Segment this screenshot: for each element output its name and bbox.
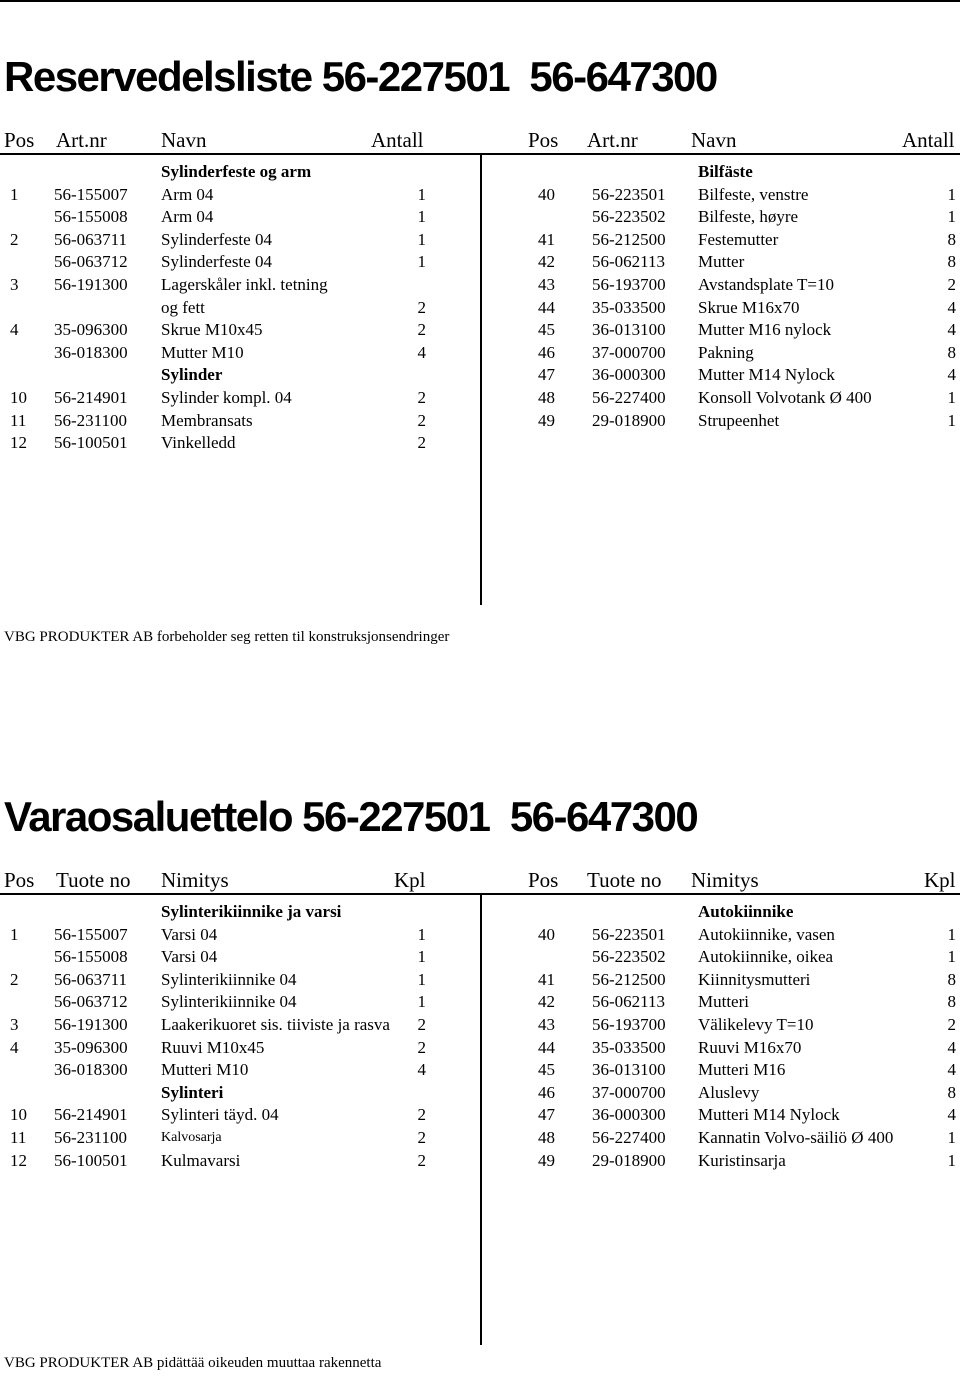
table-row bbox=[538, 1037, 956, 1059]
qty-cell: 4 bbox=[947, 320, 956, 340]
pos-cell: 2 bbox=[10, 229, 19, 249]
table-row bbox=[0, 1127, 426, 1149]
pos-cell: 2 bbox=[10, 969, 19, 989]
qty-cell: 1 bbox=[947, 1128, 956, 1147]
pos-cell: 1 bbox=[10, 184, 19, 204]
table-row bbox=[538, 1104, 956, 1126]
table-row bbox=[0, 387, 426, 409]
name-cell: Mutter bbox=[698, 252, 745, 272]
qty-cell: 2 bbox=[417, 1105, 426, 1125]
name-cell: Kannatin Volvo-säiliö Ø 400 bbox=[698, 1128, 894, 1147]
header-art: Art.nr bbox=[587, 128, 638, 152]
name-cell: Strupeenhet bbox=[698, 410, 780, 430]
footer-note: VBG PRODUKTER AB pidättää oikeuden muuttaa rakennetta bbox=[4, 1355, 382, 1371]
name-cell: Ruuvi M10x45 bbox=[161, 1037, 265, 1057]
qty-cell: 1 bbox=[417, 184, 426, 204]
art-nr-cell: 56-155008 bbox=[54, 207, 128, 227]
pos-cell: 44 bbox=[538, 297, 555, 317]
table-row bbox=[538, 969, 956, 991]
header-qty: Kpl bbox=[924, 868, 956, 892]
art-nr-cell: 56-212500 bbox=[592, 969, 666, 989]
table-row bbox=[538, 1082, 956, 1104]
qty-cell: 2 bbox=[417, 410, 426, 430]
table-row bbox=[0, 206, 426, 228]
art-nr-cell: 56-155007 bbox=[54, 924, 128, 944]
qty-cell: 2 bbox=[417, 297, 426, 317]
name-cell: Kuristinsarja bbox=[698, 1150, 786, 1170]
header-art: Tuote no bbox=[56, 868, 131, 892]
art-nr-cell: 56-191300 bbox=[54, 1015, 128, 1034]
name-cell: Konsoll Volvotank Ø 400 bbox=[698, 388, 872, 407]
name-cell: Sylinterikiinnike 04 bbox=[161, 969, 297, 989]
name-cell: Bilfeste, høyre bbox=[698, 207, 799, 227]
header-pos: Pos bbox=[4, 868, 35, 892]
section-heading: Sylinterikiinnike ja varsi bbox=[161, 902, 342, 921]
name-cell: Mutteri M10 bbox=[161, 1060, 249, 1080]
art-nr-cell: 36-013100 bbox=[592, 1060, 666, 1080]
pos-cell: 1 bbox=[10, 924, 19, 944]
pos-cell: 3 bbox=[10, 1015, 19, 1034]
name-cell: Festemutter bbox=[698, 229, 779, 249]
name-cell: Lagerskåler inkl. tetning bbox=[161, 275, 328, 294]
table-row bbox=[538, 229, 956, 251]
pos-cell: 43 bbox=[538, 275, 555, 294]
art-nr-cell: 36-000300 bbox=[592, 365, 666, 385]
table-row bbox=[538, 410, 956, 432]
qty-cell: 1 bbox=[947, 924, 956, 944]
header-pos: Pos bbox=[528, 128, 559, 152]
qty-cell: 1 bbox=[417, 252, 426, 272]
qty-cell: 1 bbox=[947, 184, 956, 204]
name-cell: Mutter M10 bbox=[161, 342, 244, 362]
pos-cell: 48 bbox=[538, 388, 555, 407]
table-row bbox=[0, 319, 426, 341]
pos-cell: 47 bbox=[538, 365, 555, 385]
table-row bbox=[538, 1127, 956, 1149]
art-nr-cell: 56-193700 bbox=[592, 1015, 666, 1034]
column-divider bbox=[480, 153, 482, 605]
art-nr-cell: 56-063712 bbox=[54, 252, 128, 272]
art-nr-cell: 36-000300 bbox=[592, 1105, 666, 1125]
name-cell: Autokiinnike, oikea bbox=[698, 947, 834, 967]
qty-cell: 2 bbox=[417, 1015, 426, 1034]
art-nr-cell: 56-063711 bbox=[54, 969, 128, 989]
name-cell: Kiinnitysmutteri bbox=[698, 969, 811, 989]
art-nr-cell: 56-223502 bbox=[592, 947, 666, 967]
pos-cell: 47 bbox=[538, 1105, 555, 1125]
qty-cell: 1 bbox=[947, 207, 956, 227]
qty-cell: 1 bbox=[417, 924, 426, 944]
art-nr-cell: 56-193700 bbox=[592, 275, 666, 294]
table-row bbox=[0, 991, 426, 1013]
table-row bbox=[538, 319, 956, 341]
art-nr-cell: 56-100501 bbox=[54, 1150, 128, 1170]
qty-cell: 2 bbox=[417, 388, 426, 407]
qty-cell: 4 bbox=[947, 365, 956, 385]
art-nr-cell: 29-018900 bbox=[592, 1150, 666, 1170]
table-row bbox=[538, 206, 956, 228]
qty-cell: 2 bbox=[417, 433, 426, 453]
name-cell: Vinkelledd bbox=[161, 433, 236, 453]
pos-cell: 46 bbox=[538, 342, 555, 362]
qty-cell: 4 bbox=[417, 342, 426, 362]
name-cell: Mutter M16 nylock bbox=[698, 320, 832, 340]
name-cell: Välikelevy T=10 bbox=[698, 1015, 814, 1034]
name-cell: Pakning bbox=[698, 342, 754, 362]
header-pos: Pos bbox=[528, 868, 559, 892]
top-rule bbox=[0, 0, 960, 2]
table-row bbox=[0, 274, 426, 296]
name-cell: Sylinteri täyd. 04 bbox=[161, 1105, 279, 1125]
art-nr-cell: 35-033500 bbox=[592, 1037, 666, 1057]
table-row bbox=[0, 924, 426, 946]
name-cell: Kalvosarja bbox=[161, 1130, 222, 1145]
qty-cell: 2 bbox=[417, 1150, 426, 1170]
section-heading-row bbox=[538, 161, 956, 183]
section-heading-row bbox=[0, 364, 426, 386]
header-name: Nimitys bbox=[161, 868, 229, 892]
section-heading-row bbox=[0, 901, 426, 923]
qty-cell: 4 bbox=[417, 1060, 426, 1080]
table-row bbox=[0, 432, 426, 454]
table-row bbox=[0, 1059, 426, 1081]
name-cell: Bilfeste, venstre bbox=[698, 184, 809, 204]
art-nr-cell: 56-223501 bbox=[592, 924, 666, 944]
column-divider bbox=[480, 893, 482, 1345]
table-row bbox=[538, 387, 956, 409]
section-heading: Sylinder bbox=[161, 365, 223, 385]
qty-cell: 4 bbox=[947, 1037, 956, 1057]
art-nr-cell: 56-191300 bbox=[54, 275, 128, 294]
qty-cell: 1 bbox=[947, 947, 956, 967]
table-row bbox=[538, 364, 956, 386]
name-cell: Aluslevy bbox=[698, 1082, 760, 1102]
name-cell: Varsi 04 bbox=[161, 947, 218, 967]
qty-cell: 8 bbox=[947, 342, 956, 362]
art-nr-cell: 56-062113 bbox=[592, 252, 666, 272]
table-row bbox=[538, 297, 956, 319]
table-row bbox=[0, 1150, 426, 1172]
table-row bbox=[0, 410, 426, 432]
table-header bbox=[0, 128, 956, 154]
name-cell: Arm 04 bbox=[161, 207, 214, 227]
qty-cell: 1 bbox=[417, 947, 426, 967]
art-nr-cell: 56-062113 bbox=[592, 992, 666, 1012]
table-row bbox=[0, 969, 426, 991]
art-nr-cell: 56-214901 bbox=[54, 1105, 128, 1125]
qty-cell: 2 bbox=[947, 1015, 956, 1034]
table-row bbox=[0, 1037, 426, 1059]
table-row bbox=[538, 274, 956, 296]
section-heading: Sylinteri bbox=[161, 1082, 224, 1102]
pos-cell: 44 bbox=[538, 1037, 555, 1057]
name-cell: Sylinderfeste 04 bbox=[161, 229, 272, 249]
name-cell: Skrue M16x70 bbox=[698, 297, 800, 317]
name-cell: Skrue M10x45 bbox=[161, 320, 263, 340]
pos-cell: 49 bbox=[538, 410, 555, 430]
section-heading: Autokiinnike bbox=[698, 902, 794, 921]
qty-cell: 1 bbox=[947, 388, 956, 407]
name-cell: Avstandsplate T=10 bbox=[698, 275, 834, 294]
pos-cell: 41 bbox=[538, 229, 555, 249]
name-cell: Mutteri M16 bbox=[698, 1060, 786, 1080]
pos-cell: 12 bbox=[10, 1150, 27, 1170]
footer-note: VBG PRODUKTER AB forbeholder seg retten til konstruksjonsendringer bbox=[4, 629, 450, 645]
header-pos: Pos bbox=[4, 128, 35, 152]
header-art: Art.nr bbox=[56, 128, 107, 152]
name-cell: Arm 04 bbox=[161, 184, 214, 204]
name-cell: Ruuvi M16x70 bbox=[698, 1037, 802, 1057]
table-row bbox=[0, 251, 426, 273]
qty-cell: 4 bbox=[947, 1105, 956, 1125]
art-nr-cell: 29-018900 bbox=[592, 410, 666, 430]
art-nr-cell: 56-063711 bbox=[54, 229, 128, 249]
pos-cell: 10 bbox=[10, 1105, 27, 1125]
art-nr-cell: 37-000700 bbox=[592, 342, 666, 362]
header-art: Tuote no bbox=[587, 868, 662, 892]
pos-cell: 42 bbox=[538, 992, 555, 1012]
name-cell: Sylinterikiinnike 04 bbox=[161, 992, 297, 1012]
qty-cell: 8 bbox=[947, 992, 956, 1012]
art-nr-cell: 35-096300 bbox=[54, 1037, 128, 1057]
table-row bbox=[538, 1059, 956, 1081]
table-row bbox=[538, 1150, 956, 1172]
name-cell: Sylinderfeste 04 bbox=[161, 252, 272, 272]
qty-cell: 1 bbox=[417, 992, 426, 1012]
qty-cell: 1 bbox=[947, 1150, 956, 1170]
art-nr-cell: 37-000700 bbox=[592, 1082, 666, 1102]
table-row bbox=[0, 946, 426, 968]
header-qty: Antall bbox=[902, 128, 955, 152]
pos-cell: 45 bbox=[538, 1060, 555, 1080]
header-name: Nimitys bbox=[691, 868, 759, 892]
pos-cell: 4 bbox=[10, 320, 19, 340]
section-heading: Sylinderfeste og arm bbox=[161, 162, 312, 181]
table-row bbox=[538, 251, 956, 273]
name-cell: Mutter M14 Nylock bbox=[698, 365, 835, 385]
art-nr-cell: 56-155007 bbox=[54, 184, 128, 204]
table-row bbox=[538, 991, 956, 1013]
art-nr-cell: 56-063712 bbox=[54, 992, 128, 1012]
art-nr-cell: 56-231100 bbox=[54, 1128, 128, 1147]
art-nr-cell: 56-231100 bbox=[54, 410, 128, 430]
pos-cell: 3 bbox=[10, 275, 19, 294]
qty-cell: 1 bbox=[417, 207, 426, 227]
pos-cell: 10 bbox=[10, 388, 27, 407]
pos-cell: 48 bbox=[538, 1128, 555, 1147]
pos-cell: 49 bbox=[538, 1150, 555, 1170]
name-cell: Mutteri M14 Nylock bbox=[698, 1105, 840, 1125]
section-heading-row bbox=[0, 161, 426, 183]
pos-cell: 11 bbox=[10, 1128, 27, 1147]
header-qty: Kpl bbox=[394, 868, 426, 892]
table-row bbox=[538, 1014, 956, 1036]
pos-cell: 40 bbox=[538, 184, 555, 204]
table-row bbox=[0, 1104, 426, 1126]
qty-cell: 8 bbox=[947, 229, 956, 249]
qty-cell: 4 bbox=[947, 1060, 956, 1080]
qty-cell: 2 bbox=[947, 275, 956, 294]
table-row bbox=[0, 1014, 426, 1036]
qty-cell: 8 bbox=[947, 252, 956, 272]
table-header bbox=[0, 868, 956, 894]
header-name: Navn bbox=[691, 128, 737, 152]
qty-cell: 4 bbox=[947, 297, 956, 317]
art-nr-cell: 35-096300 bbox=[54, 320, 128, 340]
pos-cell: 40 bbox=[538, 924, 555, 944]
art-nr-cell: 56-227400 bbox=[592, 1128, 666, 1147]
qty-cell: 1 bbox=[417, 969, 426, 989]
table-row bbox=[538, 946, 956, 968]
art-nr-cell: 35-033500 bbox=[592, 297, 666, 317]
art-nr-cell: 56-212500 bbox=[592, 229, 666, 249]
pos-cell: 46 bbox=[538, 1082, 555, 1102]
qty-cell: 8 bbox=[947, 969, 956, 989]
pos-cell: 11 bbox=[10, 410, 27, 430]
table-row bbox=[0, 297, 426, 319]
pos-cell: 42 bbox=[538, 252, 555, 272]
art-nr-cell: 36-013100 bbox=[592, 320, 666, 340]
name-cell: og fett bbox=[161, 297, 205, 317]
name-cell: Kulmavarsi bbox=[161, 1150, 241, 1170]
table-row bbox=[538, 342, 956, 364]
pos-cell: 12 bbox=[10, 433, 27, 453]
pos-cell: 41 bbox=[538, 969, 555, 989]
art-nr-cell: 56-223501 bbox=[592, 184, 666, 204]
qty-cell: 8 bbox=[947, 1082, 956, 1102]
table-row bbox=[0, 184, 426, 206]
name-cell: Sylinder kompl. 04 bbox=[161, 388, 292, 407]
pos-cell: 4 bbox=[10, 1037, 19, 1057]
pos-cell: 45 bbox=[538, 320, 555, 340]
art-nr-cell: 56-223502 bbox=[592, 207, 666, 227]
qty-cell: 1 bbox=[417, 229, 426, 249]
name-cell: Autokiinnike, vasen bbox=[698, 924, 835, 944]
qty-cell: 2 bbox=[417, 1037, 426, 1057]
header-name: Navn bbox=[161, 128, 207, 152]
art-nr-cell: 56-100501 bbox=[54, 433, 128, 453]
art-nr-cell: 56-214901 bbox=[54, 388, 128, 407]
qty-cell: 2 bbox=[417, 320, 426, 340]
table-row bbox=[538, 184, 956, 206]
table-row bbox=[0, 342, 426, 364]
art-nr-cell: 56-155008 bbox=[54, 947, 128, 967]
section-heading-row bbox=[0, 1082, 426, 1104]
page-title: Reservedelsliste 56-227501 56-647300 bbox=[4, 53, 717, 100]
name-cell: Mutteri bbox=[698, 992, 749, 1012]
page-title: Varaosaluettelo 56-227501 56-647300 bbox=[4, 793, 698, 840]
table-row bbox=[538, 924, 956, 946]
name-cell: Membransats bbox=[161, 410, 253, 430]
pos-cell: 43 bbox=[538, 1015, 555, 1034]
name-cell: Laakerikuoret sis. tiiviste ja rasva bbox=[161, 1015, 390, 1034]
qty-cell: 2 bbox=[417, 1128, 426, 1147]
table-row bbox=[0, 229, 426, 251]
art-nr-cell: 36-018300 bbox=[54, 1060, 128, 1080]
art-nr-cell: 56-227400 bbox=[592, 388, 666, 407]
art-nr-cell: 36-018300 bbox=[54, 342, 128, 362]
qty-cell: 1 bbox=[947, 410, 956, 430]
header-qty: Antall bbox=[371, 128, 424, 152]
section-heading: Bilfäste bbox=[698, 162, 753, 181]
section-heading-row bbox=[538, 901, 956, 923]
name-cell: Varsi 04 bbox=[161, 924, 218, 944]
